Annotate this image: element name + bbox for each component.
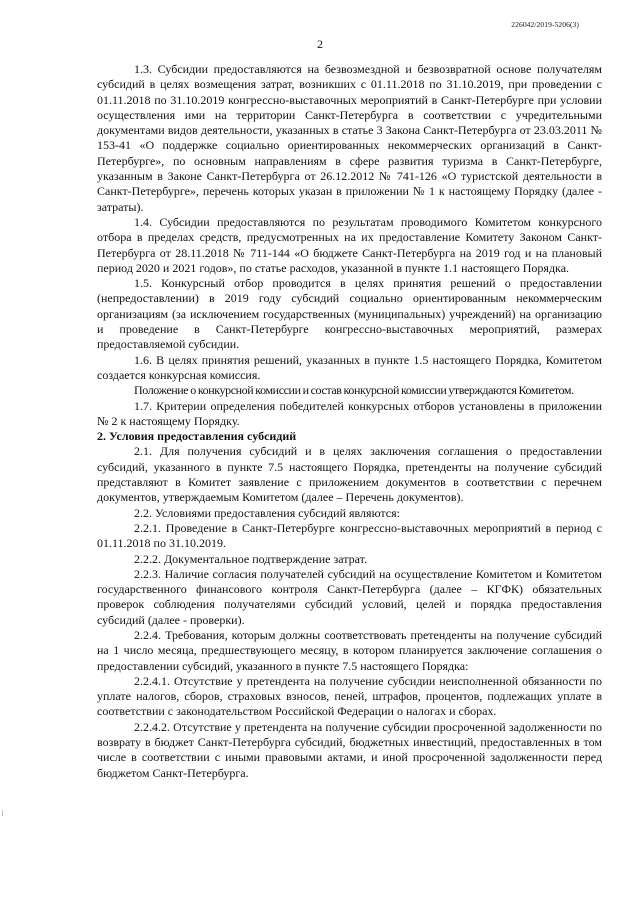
document-body <box>97 62 602 781</box>
paragraph-1-3: 1.3. Субсидии предоставляются на безвозмездной и безвозвратной основе получателям субсидий в целях возмещения затрат, возникших с 01.11.2018 по 31.10.2019, при проведении с 01.11.2018 по 31.10.2019 конгрессно-выставочных мероприятий в Санкт-Петербурге при условии осуществления ими на территории Санкт-Петербурга в соответствии с учредительными документами видов деятельности, указанных в статье 3 Закона Санкт-Петербурга от 23.03.2011 № 153-41 «О поддержке социально ориентированных некоммерческих организаций в Санкт-Петербурге», по основным направлениям в сфере развития туризма в Санкт-Петербурге, указанным в Законе Санкт-Петербурга от 26.12.2012 № 741-126 «О туристской деятельности в Санкт-Петербурге», перечень которых указан в приложении № 1 к настоящему Порядку (далее - затраты). <box>97 62 602 214</box>
paragraph-2-2-2: 2.2.2. Документальное подтверждение затрат. <box>134 551 367 566</box>
paragraph-1-7: 1.7. Критерии определения победителей конкурсных отборов установлены в приложении № 2 к настоящему Порядку. <box>97 398 602 428</box>
paragraph-2-2-4-1: 2.2.4.1. Отсутствие у претендента на получение субсидии неисполненной обязанности по уплате налогов, сборов, страховых взносов, пеней, штрафов, процентов, подлежащих уплате в соответствии с законодательством Российской Федерации о налогах и сборах. <box>97 673 602 719</box>
page-number: 2 <box>317 37 323 51</box>
paragraph-1-4: 1.4. Субсидии предоставляются по результатам проводимого Комитетом конкурсного отбора в пределах средств, предусмотренных на их предоставление Комитету Законом Санкт-Петербурга от 28.11.2018 № 711-144 «О бюджете Санкт-Петербурга на 2019 год и на плановый период 2020 и 2021 годов», по статье расходов, указанной в пункте 1.1 настоящего Порядка. <box>97 214 602 275</box>
paragraph-commission: Положение о конкурсной комиссии и состав конкурсной комиссии утверждаются Комитетом. <box>134 383 574 398</box>
paragraph-2-2: 2.2. Условиями предоставления субсидий являются: <box>134 505 400 520</box>
paragraph-2-2-4: 2.2.4. Требования, которым должны соответствовать претенденты на получение субсидий на 1 число месяца, предшествующего месяцу, в котором планируется заключение соглашения о предоставлении субсидий, указанного в пункте 7.5 настоящего Порядка: <box>97 627 602 673</box>
document-id: 226042/2019-5206(3) <box>511 20 579 29</box>
paragraph-1-6: 1.6. В целях принятия решений, указанных в пункте 1.5 настоящего Порядка, Комитетом создается конкурсная комиссия. <box>97 352 602 382</box>
section-2-title: 2. Условия предоставления субсидий <box>97 429 297 444</box>
paragraph-2-2-3: 2.2.3. Наличие согласия получателей субсидий на осуществление Комитетом и Комитетом государственного финансового контроля Санкт-Петербурга (далее – КГФК) обязательных проверок соблюдения получателями субсидий условий, целей и порядка предоставления субсидий (далее - проверки). <box>97 566 602 627</box>
paragraph-1-5: 1.5. Конкурсный отбор проводится в целях принятия решений о предоставлении (непредоставлении) в 2019 году субсидий социально ориентированным некоммерческим организациям (за исключением государственных (муниципальных) учреждений) на организацию и проведение в Санкт-Петербурге конгрессно-выставочных мероприятий, размерах предоставляемой субсидии. <box>97 276 602 352</box>
scan-edge-mark <box>2 810 3 816</box>
paragraph-2-1: 2.1. Для получения субсидий и в целях заключения соглашения о предоставлении субсидий, указанного в пункте 7.5 настоящего Порядка, претенденты на получение субсидий представляют в Комитет заявление с приложением документов в соответствии с перечнем документов, утверждаемым Комитетом (далее – Перечень документов). <box>97 444 602 505</box>
paragraph-2-2-4-2: 2.2.4.2. Отсутствие у претендента на получение субсидии просроченной задолженности по возврату в бюджет Санкт-Петербурга субсидий, бюджетных инвестиций, предоставленных в том числе в соответствии с иными правовыми актами, и иной просроченной задолженности перед бюджетом Санкт-Петербурга. <box>97 719 602 780</box>
paragraph-2-2-1: 2.2.1. Проведение в Санкт-Петербурге конгрессно-выставочных мероприятий в период с 01.11.2018 по 31.10.2019. <box>97 520 602 551</box>
